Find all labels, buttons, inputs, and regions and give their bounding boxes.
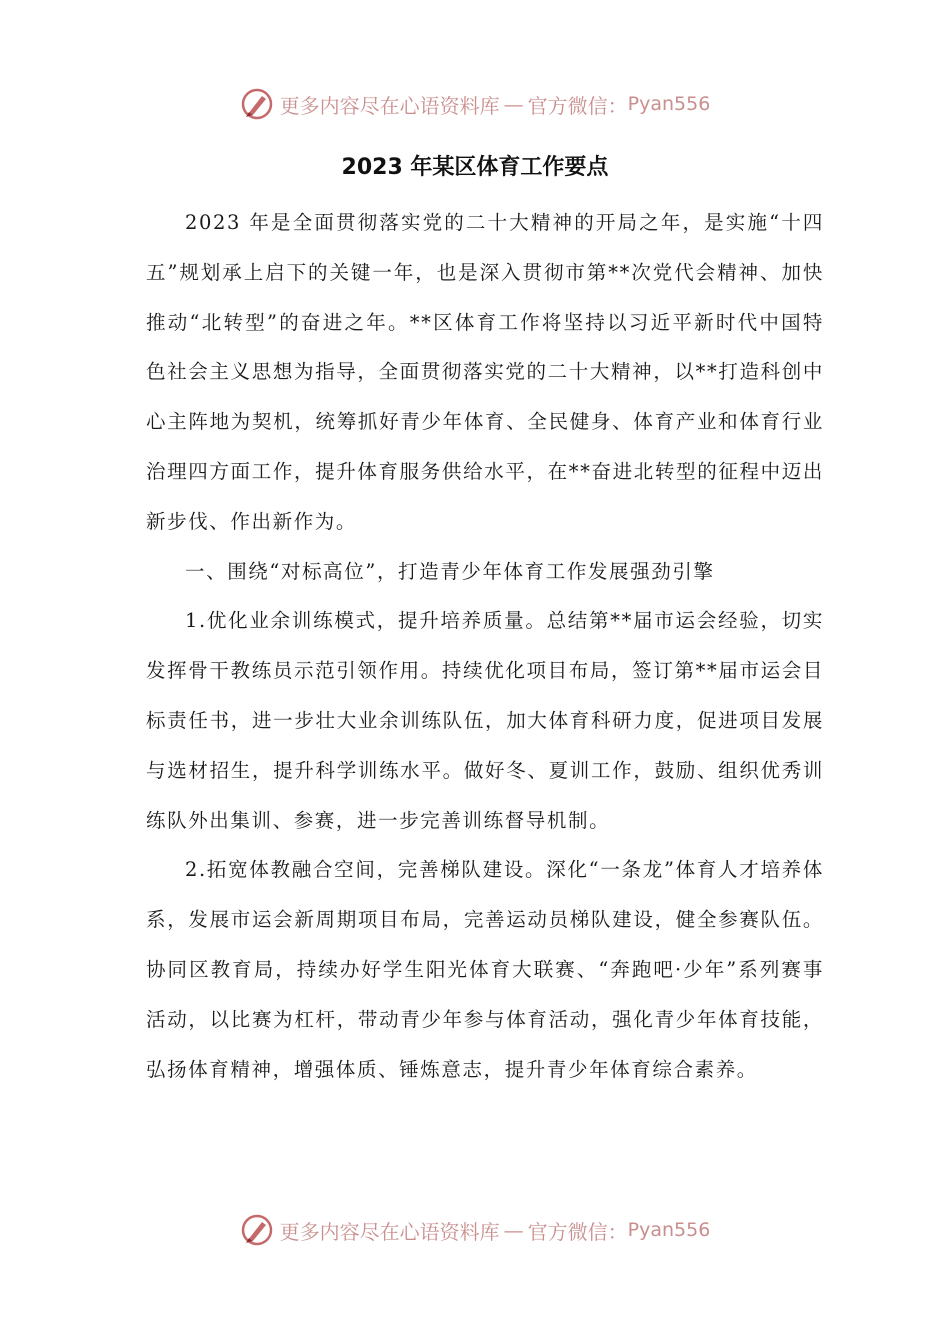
watermark-brand: 更多内容尽在心语资料库 — [279, 93, 500, 118]
section-heading: 一、围绕“对标高位”，打造青少年体育工作发展强劲引擎 — [185, 559, 715, 583]
pen-logo-icon — [240, 87, 274, 121]
watermark-official: 官方微信： — [527, 1219, 628, 1244]
header-watermark — [0, 84, 950, 124]
pen-logo-icon — [240, 1213, 274, 1247]
watermark-dash: — — [503, 92, 524, 116]
watermark-dash: — — [503, 1218, 524, 1242]
watermark-official: 官方微信： — [527, 93, 628, 118]
footer-watermark — [0, 1210, 950, 1250]
item-2-paragraph: 2.拓宽体教融合空间，完善梯队建设。深化“一条龙”体育人才培养体系，发展市运会新周期项目布局，完善运动员梯队建设，健全参赛队伍。协同区教育局，持续办好学生阳光体育大联赛、“奔跑吧·少年”系列赛事活动，以比赛为杠杆，带动青少年参与体育活动，强化青少年体育技能，弘扬体育精神，增强体质、锤炼意志，提升青少年体育综合素养。 — [146, 858, 824, 1081]
intro-paragraph: 2023 年是全面贯彻落实党的二十大精神的开局之年，是实施“十四五”规划承上启下的关键一年，也是深入贯彻市第**次党代会精神、加快推动“北转型”的奋进之年。**区体育工作将坚持以习近平新时代中国特色社会主义思想为指导，全面贯彻落实党的二十大精神，以**打造科创中心主阵地为契机，统筹抓好青少年体育、全民健身、体育产业和体育行业治理四方面工作，提升体育服务供给水平，在**奋进北转型的征程中迈出新步伐、作出新作为。 — [146, 211, 824, 533]
watermark-wechat-id: Pyan556 — [627, 93, 711, 115]
document-body — [146, 198, 824, 1094]
document-title: 2023 年某区体育工作要点 — [341, 155, 609, 180]
watermark-wechat-id: Pyan556 — [627, 1219, 711, 1241]
item-1-paragraph: 1.优化业余训练模式，提升培养质量。总结第**届市运会经验，切实发挥骨干教练员示范引领作用。持续优化项目布局，签订第**届市运会目标责任书，进一步壮大业余训练队伍，加大体育科研力度，促进项目发展与选材招生，提升科学训练水平。做好冬、夏训工作，鼓励、组织优秀训练队外出集训、参赛，进一步完善训练督导机制。 — [146, 609, 824, 832]
watermark-brand: 更多内容尽在心语资料库 — [279, 1219, 500, 1244]
